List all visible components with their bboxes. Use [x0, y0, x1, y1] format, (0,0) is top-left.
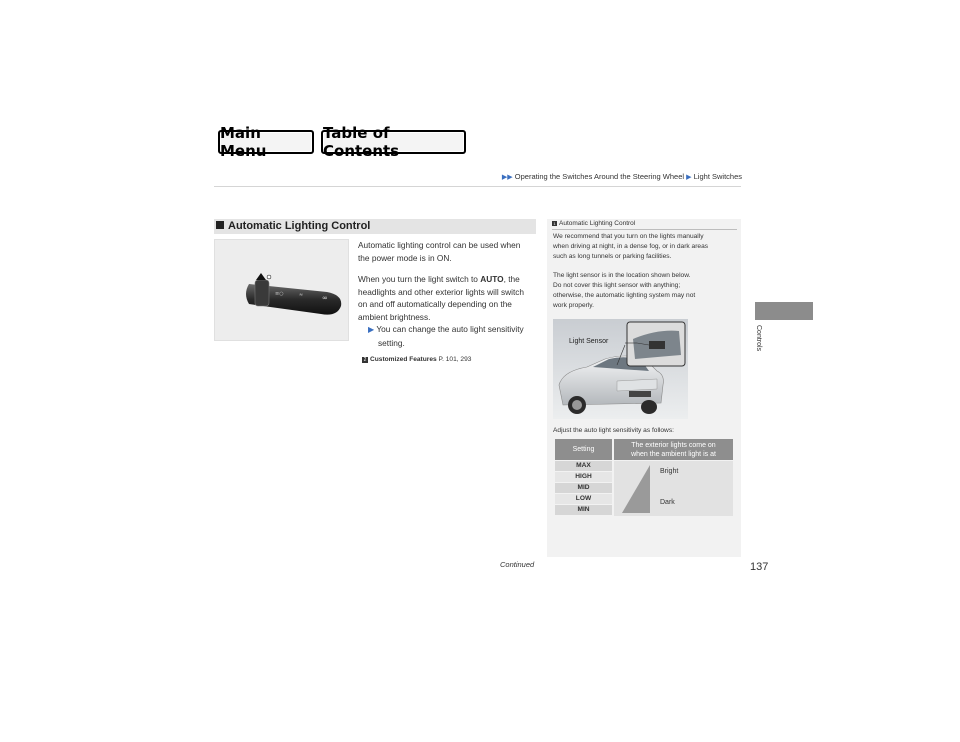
note-line: when driving at night, in a dense fog, or in dark areas — [553, 242, 709, 250]
svg-text:≡○: ≡○ — [275, 291, 284, 297]
sub-arrow-icon: ▶ — [368, 325, 377, 334]
section-title: Automatic Lighting Control — [228, 220, 371, 232]
level-high: HIGH — [555, 472, 612, 482]
brightness-wedge-icon — [618, 461, 658, 516]
svg-text:≈: ≈ — [299, 292, 304, 298]
level-max: MAX — [555, 461, 612, 471]
page-number: 137 — [750, 561, 769, 573]
sensitivity-note — [368, 323, 538, 349]
auto-line: headlights and other exterior lights will switch — [358, 286, 525, 297]
note-line: We recommend that you turn on the lights manually — [553, 233, 704, 240]
xref-pages[interactable]: P. 101, 293 — [438, 356, 472, 363]
section-heading — [214, 219, 536, 234]
level-low: LOW — [555, 494, 612, 504]
adjust-text: Adjust the auto light sensitivity as follows: — [553, 427, 674, 434]
main-menu-button[interactable]: Main Menu — [218, 130, 314, 154]
note-line: such as long tunnels or parking facilities. — [553, 252, 672, 260]
breadcrumb-part-1[interactable]: Operating the Switches Around the Steering Wheel — [514, 172, 685, 181]
intro-line: Automatic lighting control can be used when — [358, 240, 521, 250]
breadcrumb-arrow-icon: ▶▶ — [501, 174, 513, 181]
svg-text:∞: ∞ — [322, 294, 328, 302]
note-line: The light sensor is in the location shown below. — [553, 272, 691, 279]
car-sensor-illustration — [553, 319, 688, 419]
xref-title[interactable]: Customized Features — [370, 356, 437, 363]
level-min: MIN — [555, 505, 612, 515]
note-title: 1 Automatic Lighting Control — [553, 220, 636, 227]
breadcrumb — [502, 172, 742, 181]
intro-paragraph — [358, 239, 536, 264]
dark-label: Dark — [660, 499, 675, 506]
note-paragraph-2 — [553, 271, 738, 311]
note-line: work properly. — [553, 301, 594, 309]
setting-column-header: Setting — [555, 439, 612, 460]
sub-line: ▶ You can change the auto light sensitivity — [368, 324, 524, 334]
table-of-contents-button[interactable]: Table of Contents — [321, 130, 466, 154]
ambient-column-header: The exterior lights come on when the ambient light is at — [614, 439, 733, 460]
bright-label: Bright — [660, 468, 679, 475]
auto-line: When you turn the light switch to AUTO, the — [358, 274, 520, 284]
light-sensor-label: Light Sensor — [569, 338, 609, 345]
auto-paragraph — [358, 273, 536, 323]
note-line: otherwise, the automatic lighting system may not — [553, 291, 696, 299]
sub-line: setting. — [378, 337, 405, 348]
breadcrumb-arrow-icon: ▶ — [686, 174, 692, 181]
square-bullet-icon — [216, 221, 224, 229]
brightness-scale-cell — [614, 461, 733, 516]
section-side-tab[interactable] — [755, 302, 813, 320]
intro-line: the power mode is in ON. — [358, 252, 452, 263]
customized-features-link[interactable] — [362, 356, 471, 363]
light-switch-illustration — [214, 239, 349, 341]
level-mid: MID — [555, 483, 612, 493]
section-side-label: Controls — [755, 325, 762, 352]
note-line: Do not cover this light sensor with anything; — [553, 281, 681, 289]
continued-label: Continued — [500, 560, 535, 569]
note-divider — [552, 229, 737, 230]
auto-line: ambient brightness. — [358, 311, 431, 322]
note-paragraph-1 — [553, 232, 738, 262]
auto-setting-label: AUTO — [480, 274, 504, 284]
auto-line: on and off automatically depending on the — [358, 299, 512, 310]
header-divider — [214, 186, 741, 187]
note-icon: 1 — [553, 221, 556, 226]
cross-reference-icon: 2 — [363, 357, 367, 363]
breadcrumb-part-2[interactable]: Light Switches — [693, 172, 742, 181]
